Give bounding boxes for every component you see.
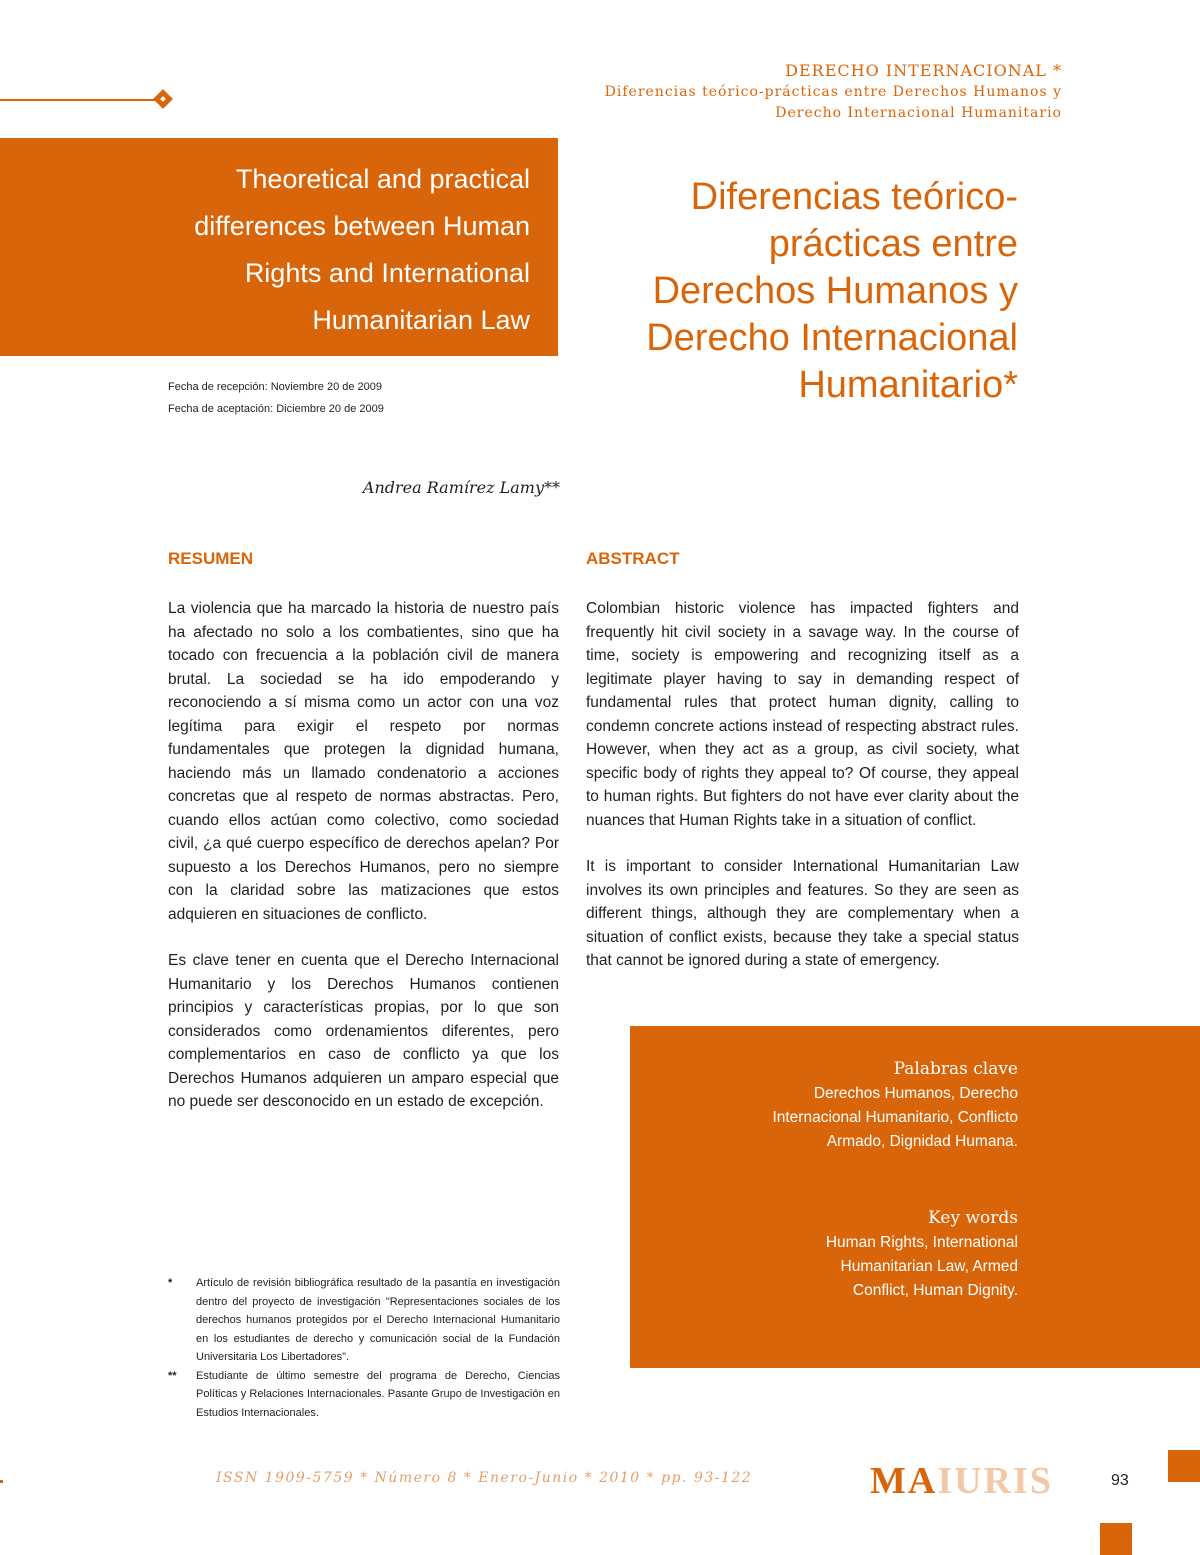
english-title-box (0, 138, 558, 356)
abstract-paragraph-2: It is important to consider International Humanitarian Law involves its own principles and features. So they are seen as different things, although they are complementary when a situation of conflict exists, because they take a special status that cannot be ignored during a state of emergency. (586, 858, 1019, 969)
page-number: 93 (1111, 1472, 1129, 1489)
keywords-en-line3: Conflict, Human Dignity. (852, 1282, 1018, 1299)
article-title-line4: Derecho Internacional (646, 317, 1018, 359)
keywords-en-line1: Human Rights, International (825, 1234, 1018, 1251)
footnotes (168, 1274, 560, 1422)
keywords-es-line1: Derechos Humanos, Derecho (813, 1085, 1018, 1102)
article-title-line2: prácticas entre (768, 223, 1018, 265)
footer-dot (0, 1480, 3, 1483)
english-title (70, 156, 530, 344)
keywords-en-line2: Humanitarian Law, Armed (840, 1258, 1018, 1275)
journal-logo-sub: IURIS (937, 1460, 1053, 1502)
footnote-2 (168, 1367, 560, 1423)
article-title-line5: Humanitario* (798, 364, 1018, 406)
received-date: Fecha de recepción: Noviembre 20 de 2009 (168, 381, 383, 393)
keywords-en (688, 1205, 1018, 1303)
english-title-line3: Rights and International (244, 258, 530, 288)
running-head-section: DERECHO INTERNACIONAL * (785, 61, 1062, 80)
issn-line: ISSN 1909-5759 * Número 8 * Enero-Junio * 2010 * pp. 93-122 (216, 1470, 753, 1486)
top-rule (0, 99, 158, 101)
article-title-line1: Diferencias teórico- (690, 176, 1018, 218)
author-name: Andrea Ramírez Lamy** (362, 478, 560, 497)
resumen-body (168, 597, 559, 1137)
journal-logo-main: MA (870, 1460, 938, 1502)
resumen-paragraph-1: La violencia que ha marcado la historia de nuestro país ha afectado no solo a los combatientes, sino que ha tocado con frecuencia a la población civil de manera brutal. La sociedad se ha ido empoderando y reconociendo a sí misma como un actor con una voz legítima para exigir el respeto por normas fundamentales que protegen la dignidad humana, haciendo más un llamado condenatorio a acciones concretas que al respeto de normas abstractas. Pero, cuando ellos actúan como colectivo, como sociedad civil, ¿a qué cuerpo específico de derechos apelan? Por supuesto a los Derechos Humanos, pero no siempre con la claridad sobre las matizaciones que estos adquieren en situaciones de conflicto. (168, 600, 559, 923)
keywords-es-line2: Internacional Humanitario, Conflicto (772, 1109, 1018, 1126)
article-title (580, 174, 1018, 409)
article-title-line3: Derechos Humanos y (652, 270, 1018, 312)
footnote-1-text: Artículo de revisión bibliográfica resultado de la pasantía en investigación dentro del proyecto de investigación "Representaciones sociales de los derechos humanos protegidos por el Derecho Internacional Humanitario en los estudiantes de derecho y comunicación social de la Fundación Universitaria Los Libertadores". (196, 1277, 560, 1363)
submission-dates (168, 376, 384, 420)
keywords-en-title: Key words (928, 1208, 1018, 1228)
accepted-date: Fecha de aceptación: Diciembre 20 de 2009 (168, 403, 384, 415)
running-head-title-line1: Diferencias teórico-prácticas entre Derechos Humanos y (604, 84, 1062, 100)
footnote-2-mark: ** (168, 1369, 177, 1382)
abstract-paragraph-1: Colombian historic violence has impacted fighters and frequently hit civil society in a savage way. In the course of time, society is empowering and recognizing itself as a legitimate player having to say in demanding respect of fundamental rules that protect human dignity, calling to condemn concrete actions instead of respecting abstract rules. However, when they act as a group, as civil society, what specific body of rights they appeal to? Of course, they appeal to human rights. But fighters do not have ever clarity about the nuances that Human Rights take in a situation of conflict. (586, 600, 1019, 829)
english-title-line2: differences between Human (194, 211, 530, 241)
journal-logo (870, 1461, 1053, 1501)
abstract-body (586, 597, 1019, 996)
resumen-paragraph-2: Es clave tener en cuenta que el Derecho Internacional Humanitario y los Derechos Humanos contienen principios y características propias, por lo que son considerados como ordenamientos diferentes, pero complementarios en caso de conflicto ya que los Derechos Humanos adquieren un amparo especial que no puede ser desconocido en un estado de excepción. (168, 952, 559, 1110)
english-title-line1: Theoretical and practical (235, 164, 530, 194)
abstract-heading: ABSTRACT (586, 549, 680, 568)
keywords-box (630, 1026, 1200, 1368)
resumen-heading: RESUMEN (168, 549, 254, 568)
footnote-1 (168, 1274, 560, 1367)
running-head-title-line2: Derecho Internacional Humanitario (775, 105, 1062, 121)
footnote-2-text: Estudiante de último semestre del programa de Derecho, Ciencias Políticas y Relaciones Internacionales. Pasante Grupo de Investigación en Estudios Internacionales. (196, 1369, 560, 1419)
keywords-es-title: Palabras clave (893, 1059, 1018, 1079)
footnote-1-mark: * (168, 1277, 173, 1289)
running-head (542, 60, 1062, 124)
keywords-es-line3: Armado, Dignidad Humana. (826, 1133, 1018, 1150)
keywords-es (688, 1056, 1018, 1154)
english-title-line4: Humanitarian Law (312, 305, 530, 335)
corner-square-ornament-bottom (1100, 1523, 1132, 1555)
corner-square-ornament (1168, 1450, 1200, 1482)
